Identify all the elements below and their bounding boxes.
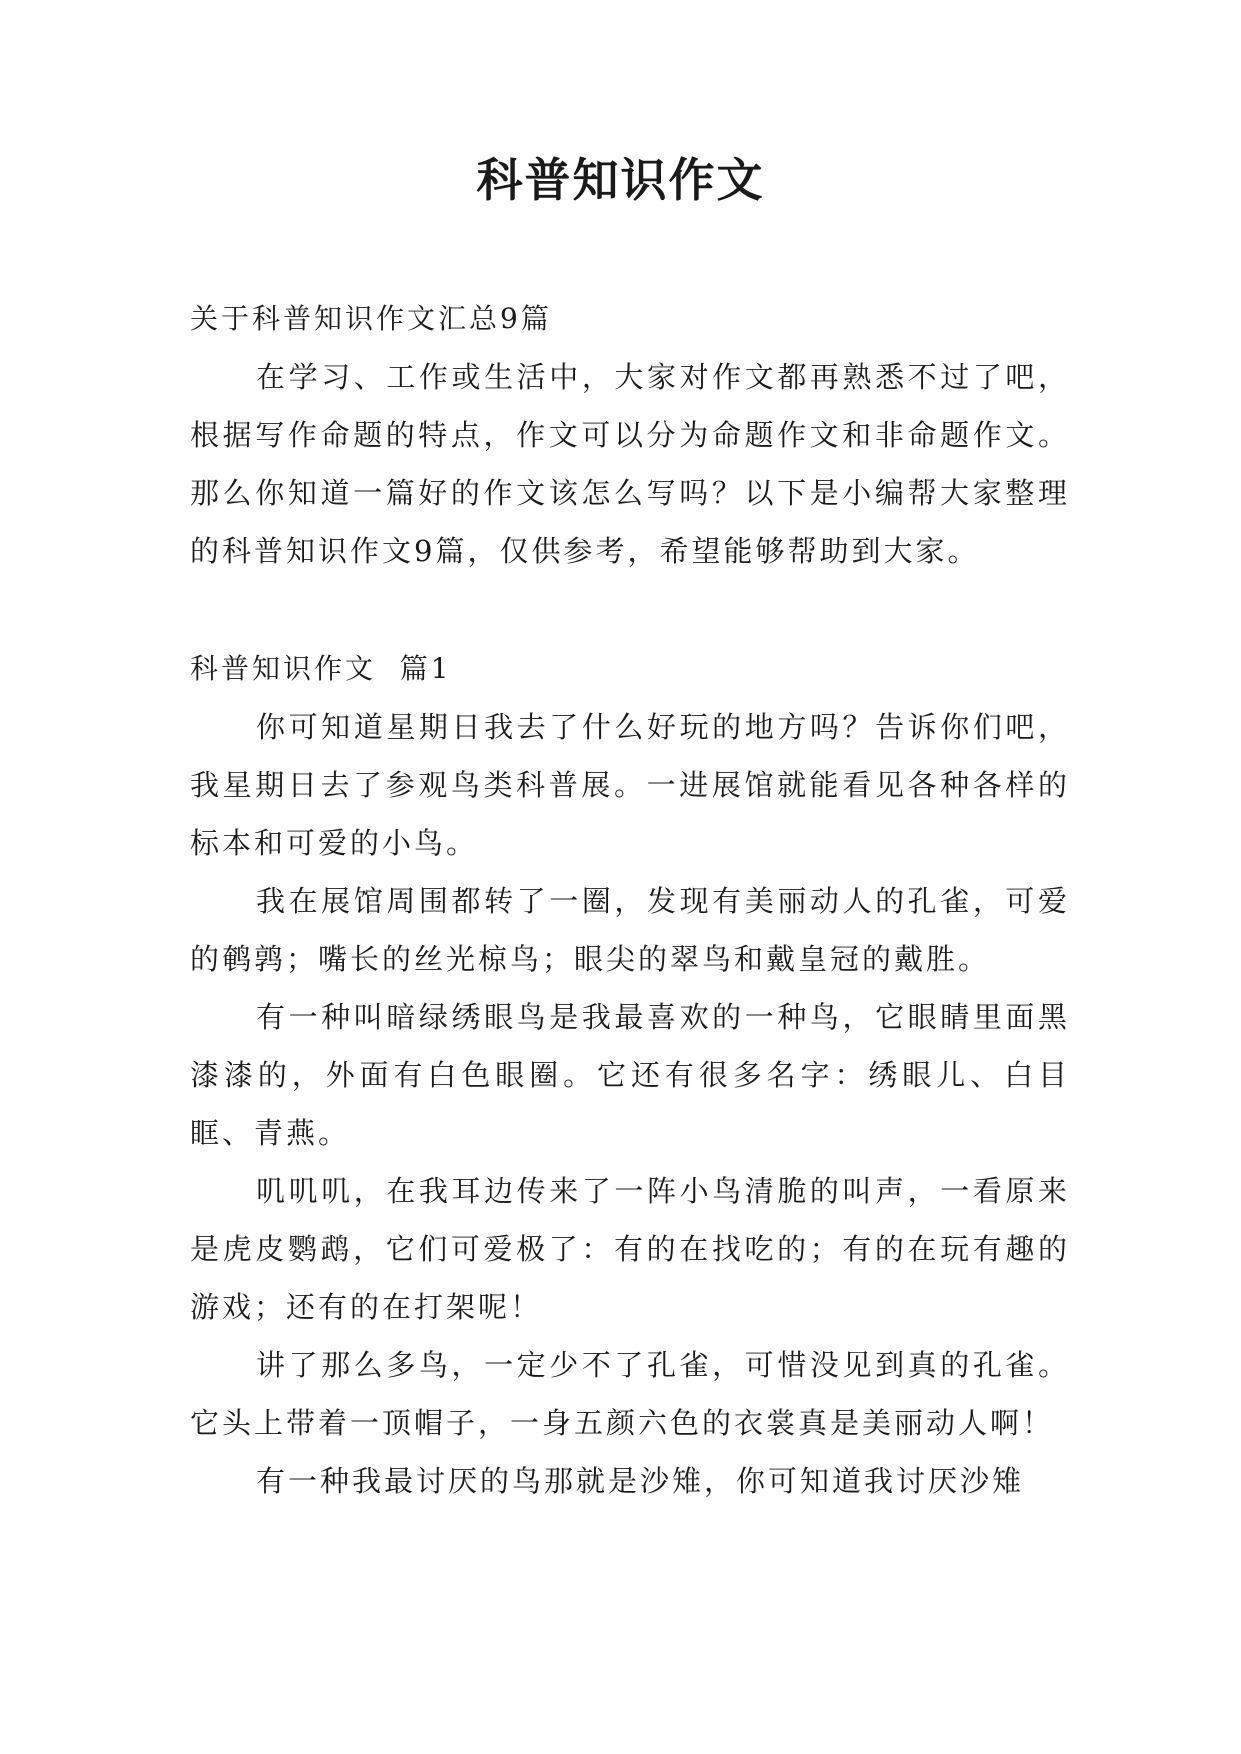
paragraph: 叽叽叽，在我耳边传来了一阵小鸟清脆的叫声，一看原来是虎皮鹦鹉，它们可爱极了：有的在找吃的；有的在玩有趣的游戏；还有的在打架呢！ bbox=[190, 1174, 1070, 1324]
paragraph: 有一种叫暗绿绣眼鸟是我最喜欢的一种鸟，它眼睛里面黑漆漆的，外面有白色眼圈。它还有很多名字：绣眼儿、白目眶、青燕。 bbox=[190, 1000, 1070, 1150]
paragraph: 你可知道星期日我去了什么好玩的地方吗？告诉你们吧，我星期日去了参观鸟类科普展。一进展馆就能看见各种各样的标本和可爱的小鸟。 bbox=[190, 710, 1070, 860]
section-spacer bbox=[190, 580, 1070, 640]
paragraph: 讲了那么多鸟，一定少不了孔雀，可惜没见到真的孔雀。它头上带着一顶帽子，一身五颜六色的衣裳真是美丽动人啊！ bbox=[190, 1348, 1070, 1440]
section-heading: 科普知识作文 篇1 bbox=[190, 652, 452, 685]
intro-paragraph: 在学习、工作或生活中，大家对作文都再熟悉不过了吧，根据写作命题的特点，作文可以分为命题作文和非命题作文。那么你知道一篇好的作文该怎么写吗？以下是小编帮大家整理的科普知识作文9篇，仅供参考，希望能够帮助到大家。 bbox=[190, 360, 1070, 568]
document-title: 科普知识作文 bbox=[476, 153, 765, 207]
intro-heading: 关于科普知识作文汇总9篇 bbox=[190, 302, 552, 335]
document-body bbox=[190, 290, 1070, 1510]
paragraph: 有一种我最讨厌的鸟那就是沙雉，你可知道我讨厌沙雉 bbox=[256, 1464, 1025, 1498]
paragraph: 我在展馆周围都转了一圈，发现有美丽动人的孔雀，可爱的鹌鹑；嘴长的丝光椋鸟；眼尖的翠鸟和戴皇冠的戴胜。 bbox=[190, 884, 1070, 976]
